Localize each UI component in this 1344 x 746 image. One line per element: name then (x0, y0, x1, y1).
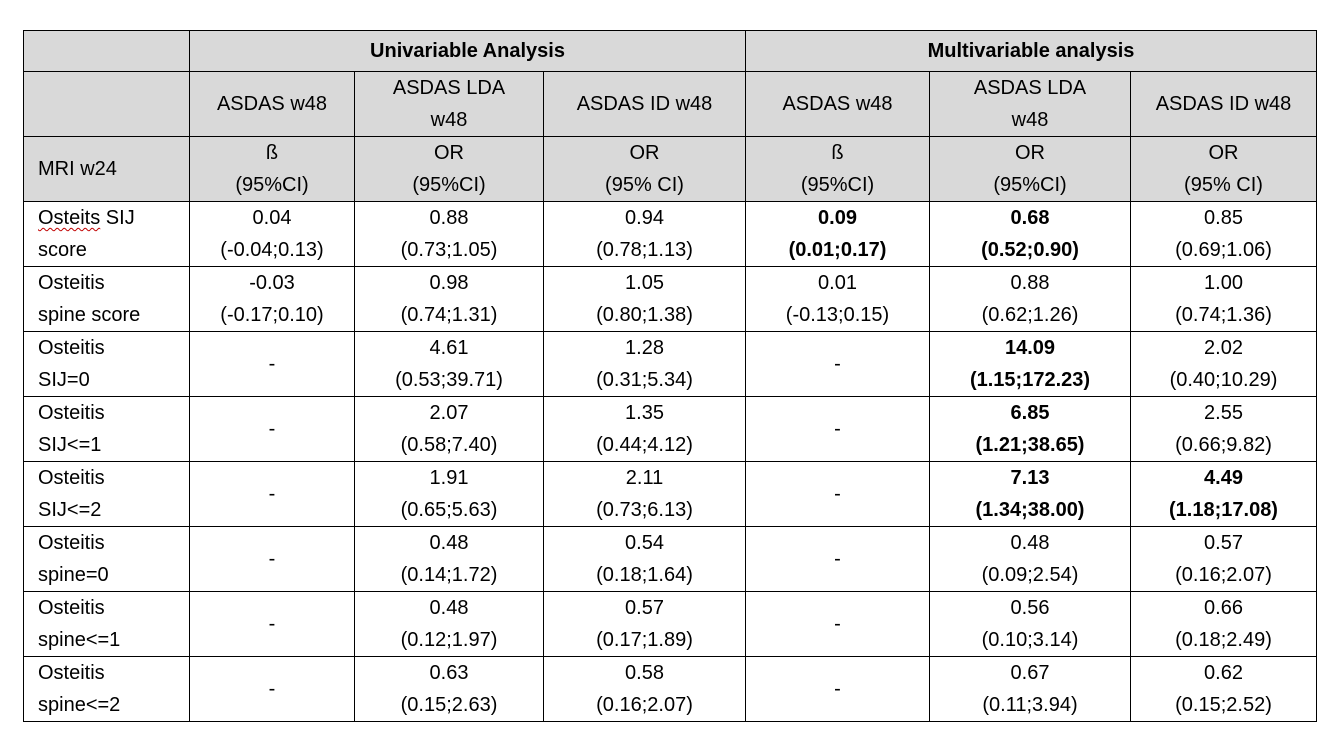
row-label: Osteitis spine score (24, 267, 190, 332)
value-cell: 2.07 (0.58;7.40) (355, 397, 544, 462)
table-row (24, 397, 1317, 462)
value-cell: 2.11 (0.73;6.13) (544, 462, 746, 527)
value-cell-significant: 7.13 (1.34;38.00) (930, 462, 1131, 527)
value-cell-empty: - (190, 397, 355, 462)
value-cell-significant: 0.09 (0.01;0.17) (746, 202, 930, 267)
group-univariable: Univariable Analysis (190, 31, 746, 72)
stat-cell: OR (95% CI) (544, 137, 746, 202)
col-header-multi-asdas-id: ASDAS ID w48 (1131, 72, 1317, 137)
value-cell-significant: 14.09 (1.15;172.23) (930, 332, 1131, 397)
row-label: Osteitis SIJ<=1 (24, 397, 190, 462)
stat-cell: OR (95%CI) (355, 137, 544, 202)
header-row-outcomes (24, 72, 1317, 137)
value-cell: -0.03 (-0.17;0.10) (190, 267, 355, 332)
row-label: Osteitis SIJ<=2 (24, 462, 190, 527)
value-cell-empty: - (190, 332, 355, 397)
value-cell-significant: 4.49 (1.18;17.08) (1131, 462, 1317, 527)
value-cell-significant: 6.85 (1.21;38.65) (930, 397, 1131, 462)
value-cell: 0.54 (0.18;1.64) (544, 527, 746, 592)
value-cell: 0.01 (-0.13;0.15) (746, 267, 930, 332)
value-cell: 0.85 (0.69;1.06) (1131, 202, 1317, 267)
value-cell: 0.04 (-0.04;0.13) (190, 202, 355, 267)
table-row (24, 592, 1317, 657)
table-row (24, 657, 1317, 722)
stat-cell: OR (95%CI) (930, 137, 1131, 202)
row-label: Osteitis spine<=2 (24, 657, 190, 722)
value-cell: 0.48 (0.12;1.97) (355, 592, 544, 657)
value-cell-significant: 0.68 (0.52;0.90) (930, 202, 1131, 267)
value-cell: 0.94 (0.78;1.13) (544, 202, 746, 267)
group-multivariable: Multivariable analysis (746, 31, 1317, 72)
table-row (24, 527, 1317, 592)
value-cell: 1.35 (0.44;4.12) (544, 397, 746, 462)
value-cell-empty: - (746, 592, 930, 657)
value-cell-empty: - (190, 592, 355, 657)
row-label: Osteits SIJ score (24, 202, 190, 267)
row-label-mri-w24: MRI w24 (24, 137, 190, 202)
value-cell: 0.88 (0.62;1.26) (930, 267, 1131, 332)
row-label: Osteitis SIJ=0 (24, 332, 190, 397)
value-cell-empty: - (190, 527, 355, 592)
value-cell: 2.02 (0.40;10.29) (1131, 332, 1317, 397)
value-cell-empty: - (746, 397, 930, 462)
value-cell-empty: - (746, 332, 930, 397)
header-row-statistic (24, 137, 1317, 202)
value-cell: 0.88 (0.73;1.05) (355, 202, 544, 267)
value-cell: 0.66 (0.18;2.49) (1131, 592, 1317, 657)
value-cell: 1.05 (0.80;1.38) (544, 267, 746, 332)
value-cell: 1.91 (0.65;5.63) (355, 462, 544, 527)
col-header-uni-asdas-lda: ASDAS LDA w48 (355, 72, 544, 137)
row-label: Osteitis spine=0 (24, 527, 190, 592)
value-cell: 0.56 (0.10;3.14) (930, 592, 1131, 657)
col-header-uni-asdas: ASDAS w48 (190, 72, 355, 137)
value-cell: 2.55 (0.66;9.82) (1131, 397, 1317, 462)
stat-cell: OR (95% CI) (1131, 137, 1317, 202)
value-cell: 0.62 (0.15;2.52) (1131, 657, 1317, 722)
value-cell: 1.00 (0.74;1.36) (1131, 267, 1317, 332)
value-cell: 0.57 (0.16;2.07) (1131, 527, 1317, 592)
table-row (24, 462, 1317, 527)
table-row (24, 202, 1317, 267)
value-cell: 1.28 (0.31;5.34) (544, 332, 746, 397)
value-cell: 0.98 (0.74;1.31) (355, 267, 544, 332)
table-row (24, 267, 1317, 332)
value-cell: 0.63 (0.15;2.63) (355, 657, 544, 722)
results-table (23, 30, 1317, 722)
value-cell-empty: - (746, 462, 930, 527)
stat-cell: ß (95%CI) (746, 137, 930, 202)
table-row (24, 332, 1317, 397)
row-label: Osteitis spine<=1 (24, 592, 190, 657)
value-cell-empty: - (190, 462, 355, 527)
col-header-multi-asdas: ASDAS w48 (746, 72, 930, 137)
corner-cell (24, 31, 190, 72)
value-cell-empty: - (746, 657, 930, 722)
value-cell-empty: - (746, 527, 930, 592)
header-row-groups (24, 31, 1317, 72)
value-cell: 0.58 (0.16;2.07) (544, 657, 746, 722)
col-header-uni-asdas-id: ASDAS ID w48 (544, 72, 746, 137)
value-cell: 0.67 (0.11;3.94) (930, 657, 1131, 722)
value-cell: 0.48 (0.09;2.54) (930, 527, 1131, 592)
value-cell-empty: - (190, 657, 355, 722)
value-cell: 0.57 (0.17;1.89) (544, 592, 746, 657)
spellcheck-word: Osteits (38, 207, 101, 229)
col-header-multi-asdas-lda: ASDAS LDA w48 (930, 72, 1131, 137)
value-cell: 0.48 (0.14;1.72) (355, 527, 544, 592)
value-cell: 4.61 (0.53;39.71) (355, 332, 544, 397)
corner-cell-2 (24, 72, 190, 137)
stat-cell: ß (95%CI) (190, 137, 355, 202)
